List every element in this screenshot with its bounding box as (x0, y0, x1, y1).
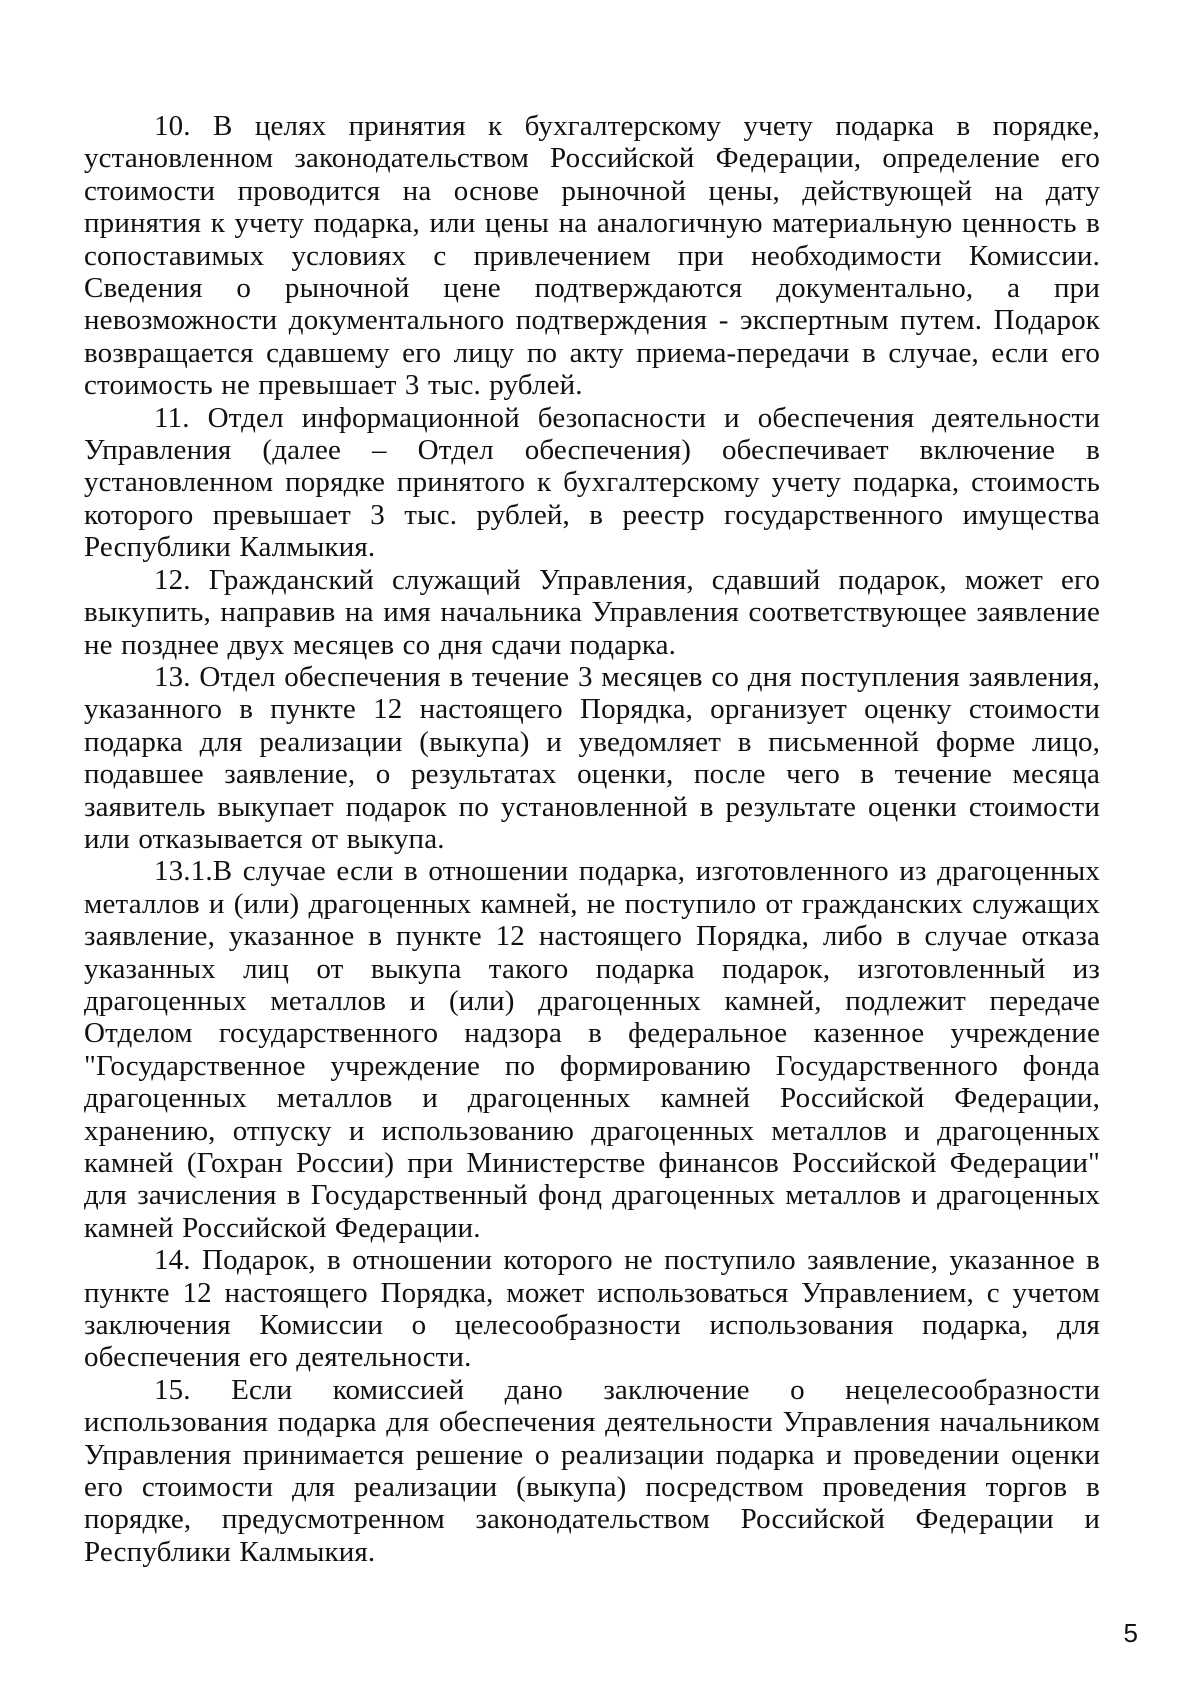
page-number: 5 (1123, 1618, 1138, 1648)
paragraph-13: 13. Отдел обеспечения в течение 3 месяцев со дня поступления заявления, указанного в пункте 12 настоящего Порядка, организует оценку стоимости подарка для реализации (выкупа) и уведомляет в письменной форме лицо, подавшее заявление, о результатах оценки, после чего в течение месяца заявитель выкупает подарок по установленной в результате оценки стоимости или отказывается от выкупа. (84, 660, 1100, 855)
document-body (84, 110, 1100, 1568)
paragraph-13-1: 13.1.В случае если в отношении подарка, изготовленного из драгоценных металлов и (или) драгоценных камней, не поступило от гражданских служащих заявление, указанное в пункте 12 настоящего Порядка, либо в случае отказа указанных лиц от выкупа такого подарка подарок, изготовленный из драгоценных металлов и (или) драгоценных камней, подлежит передаче Отделом государственного надзора в федеральное казенное учреждение "Государственное учреждение по формированию Государственного фонда драгоценных металлов и драгоценных камней Российской Федерации, хранению, отпуску и использованию драгоценных металлов и драгоценных камней (Гохран России) при Министерстве финансов Российской Федерации" для зачисления в Государственный фонд драгоценных металлов и драгоценных камней Российской Федерации. (84, 855, 1100, 1244)
paragraph-10: 10. В целях принятия к бухгалтерскому учету подарка в порядке, установленном законодательством Российской Федерации, определение его стоимости проводится на основе рыночной цены, действующей на дату принятия к учету подарка, или цены на аналогичную материальную ценность в сопоставимых условиях с привлечением при необходимости Комиссии. Сведения о рыночной цене подтверждаются документально, а при невозможности документального подтверждения - экспертным путем. Подарок возвращается сдавшему его лицу по акту приема-передачи в случае, если его стоимость не превышает 3 тыс. рублей. (84, 110, 1100, 402)
paragraph-14: 14. Подарок, в отношении которого не поступило заявление, указанное в пункте 12 настоящего Порядка, может использоваться Управлением, с учетом заключения Комиссии о целесообразности использования подарка, для обеспечения его деятельности. (84, 1244, 1100, 1374)
paragraph-12: 12. Гражданский служащий Управления, сдавший подарок, может его выкупить, направив на имя начальника Управления соответствующее заявление не позднее двух месяцев со дня сдачи подарка. (84, 563, 1100, 661)
paragraph-15: 15. Если комиссией дано заключение о нецелесообразности использования подарка для обеспечения деятельности Управления начальником Управления принимается решение о реализации подарка и проведении оценки его стоимости для реализации (выкупа) посредством проведения торгов в порядке, предусмотренном законодательством Российской Федерации и Республики Калмыкия. (84, 1373, 1100, 1568)
paragraph-11: 11. Отдел информационной безопасности и обеспечения деятельности Управления (далее – Отдел обеспечения) обеспечивает включение в установленном порядке принятого к бухгалтерскому учету подарка, стоимость которого превышает 3 тыс. рублей, в реестр государственного имущества Республики Калмыкия. (84, 401, 1100, 564)
